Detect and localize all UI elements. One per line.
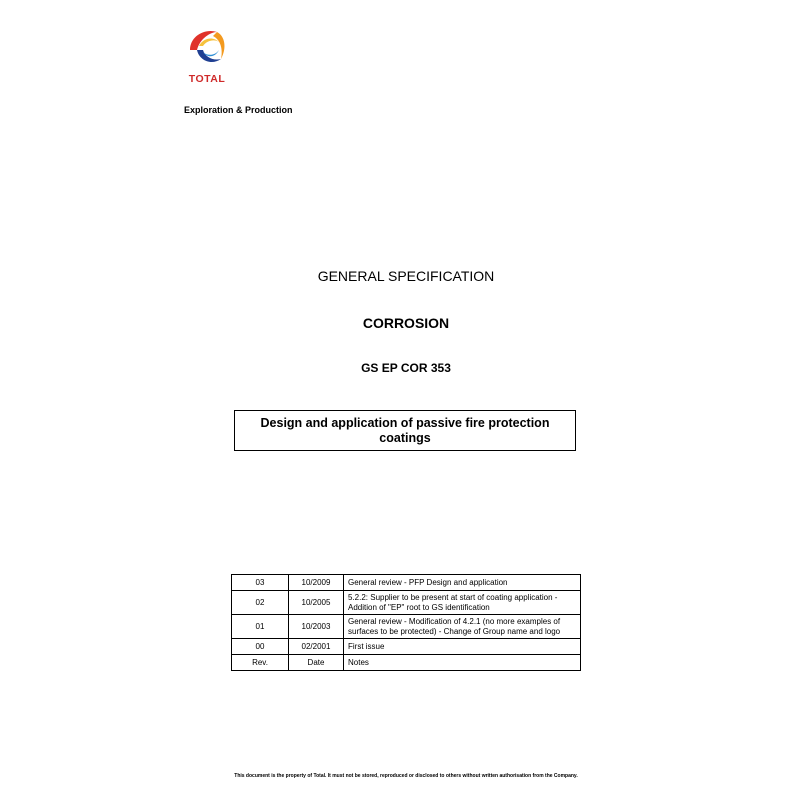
subject-heading: CORROSION: [362, 315, 450, 331]
notes-cell: General review - Modification of 4.2.1 (no more examples of surfaces to be protected) - Change of Group name and logo: [344, 615, 581, 639]
document-reference: GS EP COR 353: [361, 361, 451, 375]
rev-cell: 03: [232, 575, 289, 591]
rev-cell: 02: [232, 591, 289, 615]
revision-table: [231, 574, 581, 671]
date-header: Date: [289, 655, 344, 671]
division-label: Exploration & Production: [184, 105, 293, 115]
rev-header: Rev.: [232, 655, 289, 671]
document-title-box: [234, 410, 576, 451]
date-cell: 10/2003: [289, 615, 344, 639]
notes-cell: General review - PFP Design and application: [344, 575, 581, 591]
notes-cell: First issue: [344, 639, 581, 655]
table-row: [232, 575, 581, 591]
date-cell: 10/2009: [289, 575, 344, 591]
spec-type-heading: GENERAL SPECIFICATION: [317, 268, 495, 284]
rev-cell: 00: [232, 639, 289, 655]
document-title: Design and application of passive fire protection coatings: [260, 415, 550, 445]
notes-cell: 5.2.2: Supplier to be present at start of coating application - Addition of "EP" root to GS identification: [344, 591, 581, 615]
table-header-row: [232, 655, 581, 671]
table-row: [232, 615, 581, 639]
logo-wordmark: TOTAL: [188, 73, 226, 85]
table-row: [232, 591, 581, 615]
date-cell: 10/2005: [289, 591, 344, 615]
confidentiality-notice: This document is the property of Total. It must not be stored, reproduced or disclosed to others without written authorisation from the Company.: [234, 773, 578, 779]
total-logo: [183, 26, 233, 86]
table-row: [232, 639, 581, 655]
total-logo-icon: [185, 26, 229, 70]
notes-header: Notes: [344, 655, 581, 671]
rev-cell: 01: [232, 615, 289, 639]
date-cell: 02/2001: [289, 639, 344, 655]
